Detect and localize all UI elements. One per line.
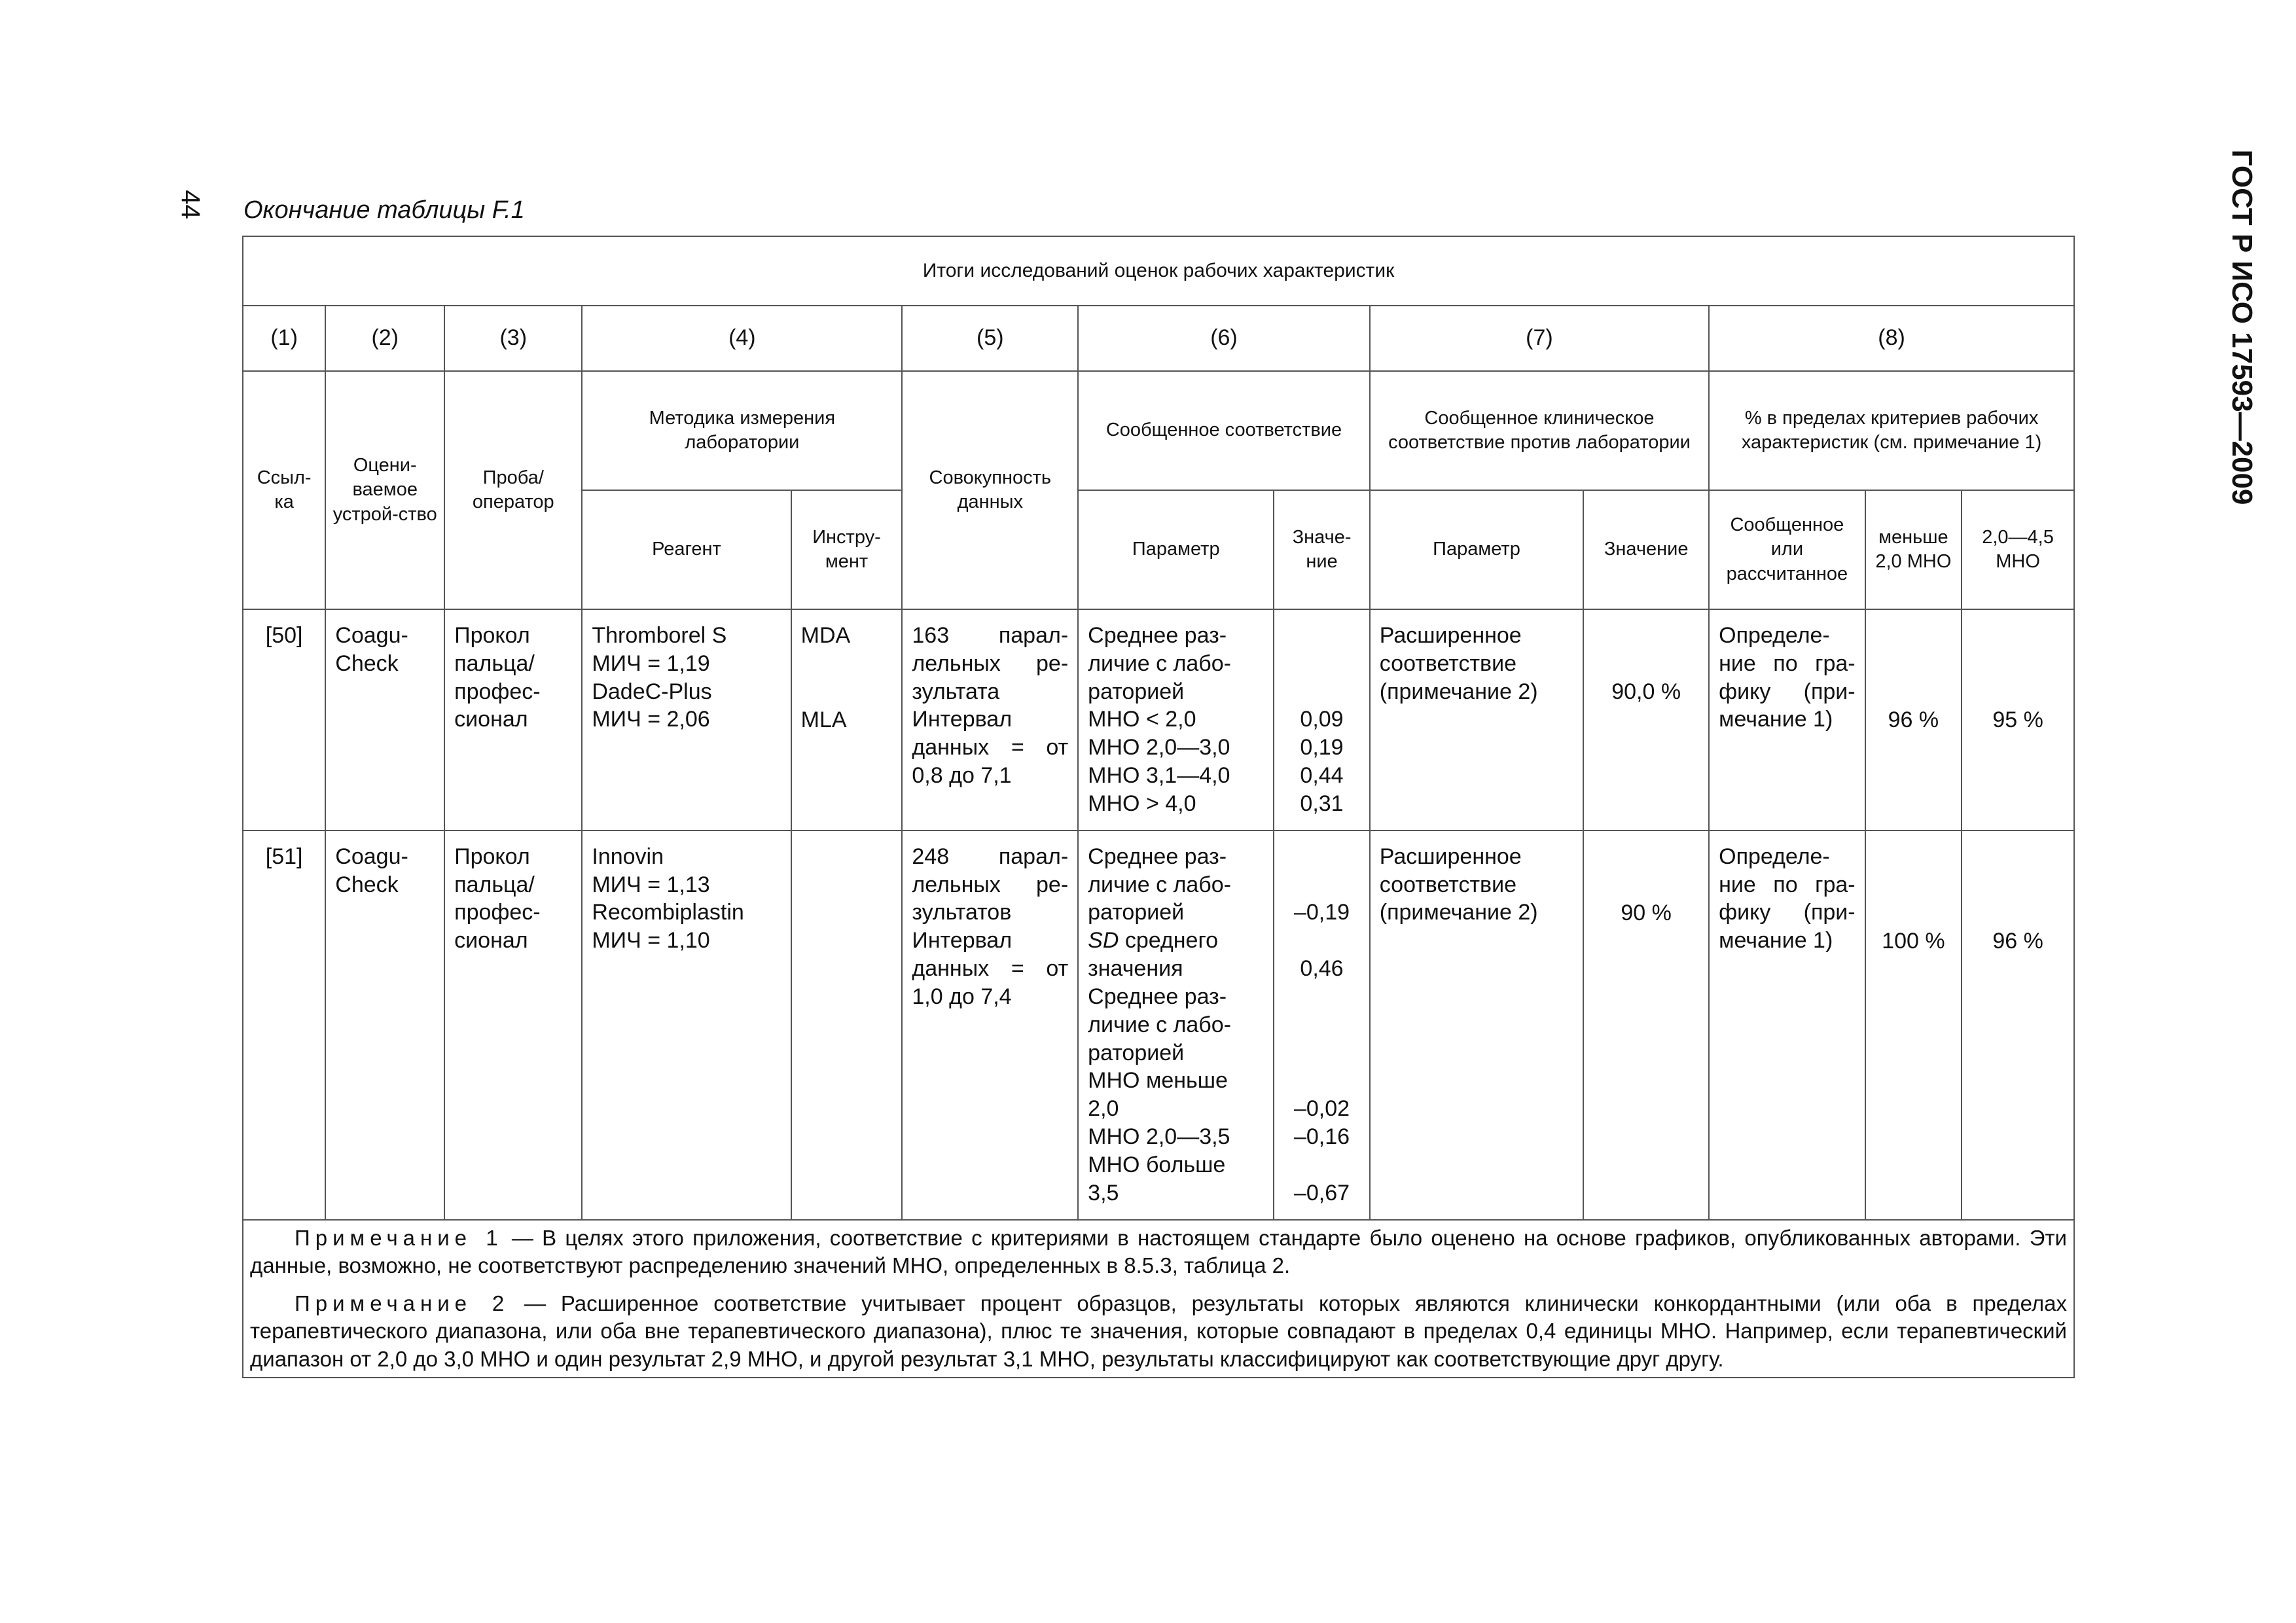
note-1 [250,1224,2067,1279]
cell-less2 [1865,830,1962,1220]
less2-value: 96 % [1888,707,1939,732]
param-line: 3,5 [1088,1180,1119,1205]
cell-clin-value [1583,830,1709,1220]
param-line: SD среднего [1088,928,1219,954]
cell-reported-calc: Определе-ние по гра-фику (при-мечание 1) [1709,609,1865,830]
reagent-isi: МИЧ = 1,19 [592,651,710,676]
note-label: Примечание 2 [295,1291,510,1316]
cell-instrument [791,830,903,1220]
header-dataset: Совокупность данных [902,371,1078,609]
cell-reagent [582,609,791,830]
value-line: –0,02 [1293,1096,1350,1122]
param-line: МНО < 2,0 [1088,707,1196,732]
cell-ref: [50] [243,609,325,830]
table-notes [243,1220,2074,1378]
value-line [1283,1039,1360,1067]
param-line: личие с лабо- [1088,651,1231,676]
col-number: (8) [1709,306,2074,371]
reagent-isi: МИЧ = 1,13 [592,872,710,897]
value-line [1283,1067,1360,1095]
cell-param6 [1078,830,1274,1220]
col-number: (7) [1370,306,1709,371]
instrument-name: MLA [800,707,847,732]
cell-range [1962,830,2074,1220]
value-line [1283,678,1360,706]
note-2 [250,1290,2067,1373]
param-line: раторией [1088,900,1185,925]
cell-dataset: 248 парал-лельных ре-зультатов Интервал данных = от 1,0 до 7,4 [902,830,1078,1220]
value-line: –0,16 [1293,1124,1350,1150]
reagent-name: Thromborel S [592,623,727,648]
param-line: МНО больше [1088,1152,1226,1177]
param-line: МНО 2,0—3,0 [1088,735,1230,760]
reagent-isi: МИЧ = 1,10 [592,928,710,954]
col-number: (5) [902,306,1078,371]
value-line: 0,44 [1300,763,1344,789]
value-line [1283,1011,1360,1039]
table-title: Итоги исследований оценок рабочих характеристик [243,236,2074,306]
value-line: –0,19 [1293,900,1350,925]
col-number: (6) [1078,306,1370,371]
cell-reagent [582,830,791,1220]
header-range: 2,0—4,5 МНО [1962,490,2074,609]
cell-range [1962,609,2074,830]
col-number: (4) [582,306,902,371]
param-line: МНО 2,0—3,5 [1088,1124,1230,1150]
value-line: 0,46 [1300,956,1344,982]
param-line: 2,0 [1088,1096,1119,1122]
cell-clin-param: Расширенное соответствие (примечание 2) [1370,830,1583,1220]
reagent-isi: МИЧ = 2,06 [592,707,710,732]
value-line: 0,19 [1300,735,1344,760]
value-line: –0,67 [1293,1180,1350,1205]
sd-label: SD [1088,928,1119,954]
range-value: 96 % [1992,928,2043,954]
header-clinical: Сообщенное клиническое соответствие против лаборатории [1370,371,1709,490]
results-table [242,236,2075,1378]
page-number: 44 [175,190,205,219]
header-reagent: Реагент [582,490,791,609]
instrument-name: MDA [800,623,851,648]
cell-value6 [1274,830,1370,1220]
header-instrument: Инстру-мент [791,490,903,609]
header-method: Методика измерения лаборатории [582,371,902,490]
reagent-name: Innovin [592,844,664,869]
value-line [1283,1151,1360,1179]
header-reported: Сообщенное соответствие [1078,371,1370,490]
col-number: (2) [325,306,444,371]
param-line: Среднее раз- [1088,984,1227,1009]
header-ref: Ссыл-ка [243,371,325,609]
value-line [1283,843,1360,871]
reagent-name: Recombiplastin [592,900,744,925]
param-line: Среднее раз- [1088,844,1227,869]
header-param7: Параметр [1370,490,1583,609]
reagent-name: DadeC-Plus [592,679,712,704]
value-line [1283,983,1360,1011]
cell-value6 [1274,609,1370,830]
note-text: — В целях этого приложения, соответствие с критериями в настоящем стандарте было оценено на основе графиков, опубликованных авторами. Эти данные, возможно, не соответствуют распределению значений МНО, определенных в 8.5.3, таблица 2. [250,1225,2067,1277]
cell-device: Coagu-Check [325,609,444,830]
param-line: личие с лабо- [1088,872,1231,897]
param-line: Среднее раз- [1088,623,1227,648]
col-number: (1) [243,306,325,371]
header-sample: Проба/ оператор [444,371,582,609]
cell-sample: Прокол пальца/ профес-сионал [444,830,582,1220]
param-line: МНО 3,1—4,0 [1088,763,1230,789]
range-value: 95 % [1992,707,2043,732]
cell-param6 [1078,609,1274,830]
param-line: раторией [1088,679,1185,704]
value-line: 0,09 [1300,707,1344,732]
col-number: (3) [444,306,582,371]
column-number-row [243,306,2074,371]
less2-value: 100 % [1882,928,1945,954]
param-line: МНО > 4,0 [1088,791,1196,816]
value-line [1283,871,1360,899]
param-line: значения [1088,956,1183,982]
cell-sample: Прокол пальца/ профес-сионал [444,609,582,830]
cell-reported-calc: Определе-ние по гра-фику (при-мечание 1) [1709,830,1865,1220]
cell-device: Coagu-Check [325,830,444,1220]
header-less2: меньше 2,0 МНО [1865,490,1962,609]
cell-ref: [51] [243,830,325,1220]
clin-value: 90,0 % [1611,679,1681,704]
param-line: МНО меньше [1088,1068,1228,1094]
table-row [243,609,2074,830]
table-row [243,830,2074,1220]
param-line: раторией [1088,1040,1185,1065]
value-line [1283,650,1360,678]
clin-value: 90 % [1621,900,1672,925]
cell-clin-param: Расширенное соответствие (примечание 2) [1370,609,1583,830]
header-reported-calc: Сообщенное или рассчитанное [1709,490,1865,609]
cell-instrument [791,609,903,830]
header-device: Оцени-ваемое устрой-ство [325,371,444,609]
param-line: личие с лабо- [1088,1012,1231,1037]
value-line: 0,31 [1300,791,1344,816]
value-line [1283,622,1360,650]
note-label: Примечание 1 [295,1225,503,1250]
header-param6: Параметр [1078,490,1274,609]
cell-less2 [1865,609,1962,830]
note-text: — Расширенное соответствие учитывает процент образцов, результаты которых являются клинически конкордантными (или оба в пределах терапевтического диапазона, или оба вне терапевтического диапазона), плюс те значения, которые совпадают в пределах 0,4 единицы МНО. Например, если терапевтический диапазон от 2,0 до 3,0 МНО и один результат 2,9 МНО, и другой результат 3,1 МНО, результаты классифицируют как соответствующие друг другу. [250,1291,2068,1371]
cell-dataset: 163 парал-лельных ре-зультата Интервал данных = от 0,8 до 7,1 [902,609,1078,830]
header-criteria: % в пределах критериев рабочих характеристик (см. примечание 1) [1709,371,2074,490]
cell-clin-value [1583,609,1709,830]
header-value7: Значение [1583,490,1709,609]
header-value6: Значе-ние [1274,490,1370,609]
value-line [1283,927,1360,955]
standard-title: ГОСТ Р ИСО 17593—2009 [2226,149,2258,505]
table-caption: Окончание таблицы F.1 [243,196,525,224]
